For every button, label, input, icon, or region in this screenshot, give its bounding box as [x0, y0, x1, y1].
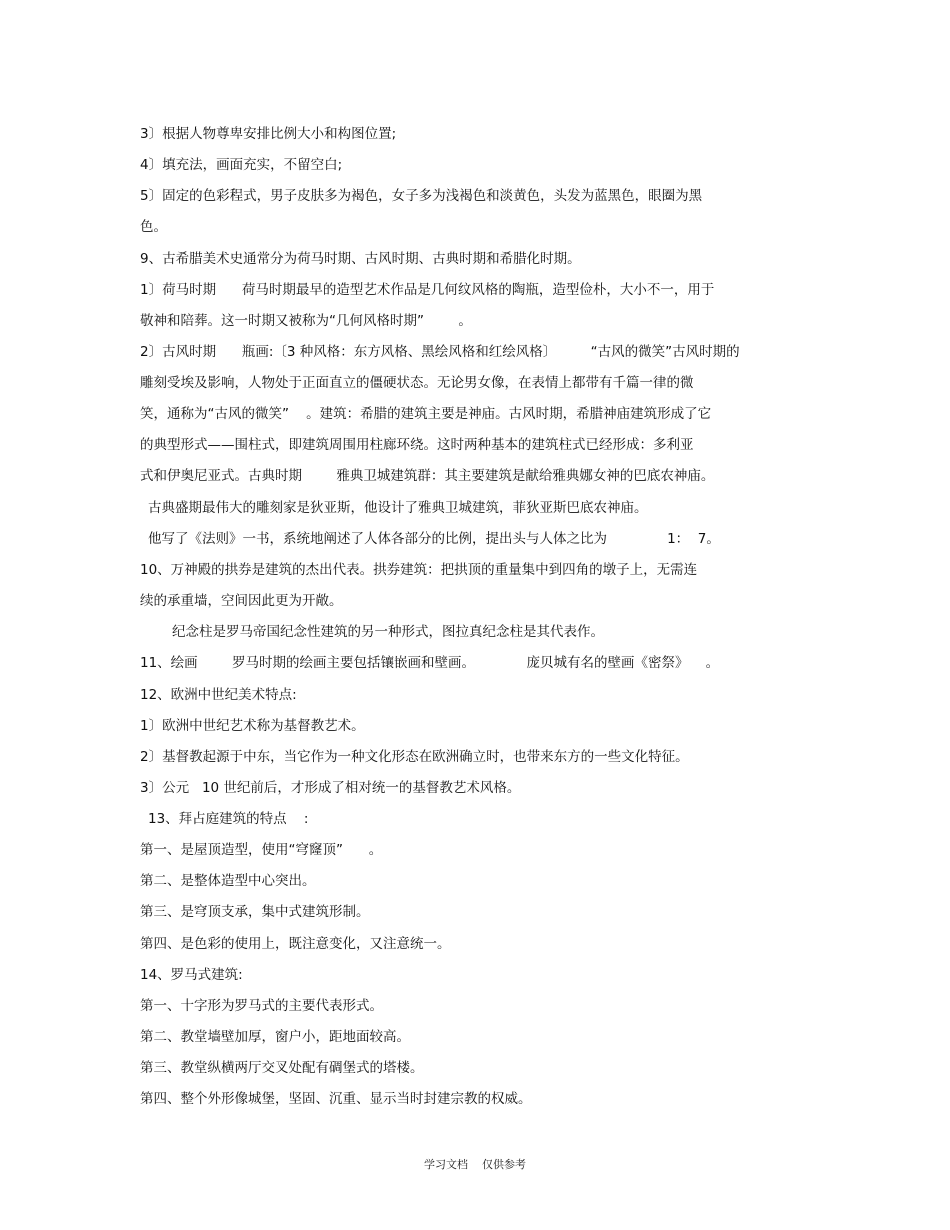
- text-line: 敬神和陪葬。这一时期又被称为“几何风格时期” 。: [140, 313, 472, 329]
- text-line: 第三、是穹顶支承，集中式建筑形制。: [140, 904, 370, 920]
- text-line: 10、万神殿的拱券是建筑的杰出代表。拱券建筑：把拱顶的重量集中到四角的墩子上，无需连: [140, 562, 698, 578]
- text-line: 3〕公元 10 世纪前后，才形成了相对统一的基督教艺术风格。: [140, 780, 521, 796]
- text-line: 2〕古风时期 瓶画:〔3 种风格：东方风格、黑绘风格和红绘风格〕 “古风的微笑”古风时期的: [140, 344, 740, 360]
- text-line: 古典盛期最伟大的雕刻家是狄亚斯，他设计了雅典卫城建筑，菲狄亚斯巴底农神庙。: [148, 500, 648, 516]
- text-line: 续的承重墙，空间因此更为开敞。: [140, 593, 343, 609]
- text-line: 5〕固定的色彩程式，男子皮肤多为褐色，女子多为浅褐色和淡黄色，头发为蓝黑色，眼圈为黑: [140, 188, 703, 204]
- text-line: 纪念柱是罗马帝国纪念性建筑的另一种形式，图拉真纪念柱是其代表作。: [172, 624, 604, 640]
- text-line: 第二、教堂墙壁加厚，窗户小，距地面较高。: [140, 1029, 410, 1045]
- text-line: 2〕基督教起源于中东，当它作为一种文化形态在欧洲确立时，也带来东方的一些文化特征。: [140, 749, 689, 765]
- text-line: 4〕填充法，画面充实，不留空白;: [140, 157, 343, 173]
- text-line: 第一、十字形为罗马式的主要代表形式。: [140, 998, 383, 1014]
- text-line: 色。: [140, 219, 167, 235]
- text-line: 式和伊奥尼亚式。古典时期 雅典卫城建筑群：其主要建筑是献给雅典娜女神的巴底农神庙。: [140, 468, 715, 484]
- text-line: 第四、整个外形像城堡，坚固、沉重、显示当时封建宗教的权威。: [140, 1091, 532, 1107]
- text-line: 第四、是色彩的使用上，既注意变化，又注意统一。: [140, 936, 451, 952]
- text-line: 1〕荷马时期 荷马时期最早的造型艺术作品是几何纹风格的陶瓶，造型俭朴，大小不一，用于: [140, 282, 715, 298]
- text-line: 第二、是整体造型中心突出。: [140, 873, 316, 889]
- text-line: 笑，通称为“古风的微笑” 。建筑：希腊的建筑主要是神庙。古风时期，希腊神庙建筑形成了它: [140, 406, 712, 422]
- text-line: 第三、教堂纵横两厅交叉处配有碉堡式的塔楼。: [140, 1060, 424, 1076]
- text-line: 他写了《法则》一书，系统地阐述了人体各部分的比例，提出头与人体之比为 1： 7。: [148, 531, 720, 547]
- text-line: 14、罗马式建筑:: [140, 967, 243, 983]
- text-line: 雕刻受埃及影响，人物处于正面直立的僵硬状态。无论男女像，在表情上都带有千篇一律的微: [140, 375, 694, 391]
- text-line: 9、古希腊美术史通常分为荷马时期、古风时期、古典时期和希腊化时期。: [140, 251, 581, 267]
- text-line: 13、拜占庭建筑的特点 :: [148, 811, 309, 827]
- text-line: 3〕根据人物尊卑安排比例大小和构图位置;: [140, 126, 397, 142]
- text-line: 11、绘画 罗马时期的绘画主要包括镶嵌画和壁画。 庞贝城有名的壁画《密祭》 。: [140, 655, 720, 671]
- text-line: 第一、是屋顶造型，使用“穹窿顶” 。: [140, 842, 383, 858]
- page-footer: 学习文档 仅供参考: [424, 1158, 526, 1171]
- text-line: 的典型形式——围柱式，即建筑周围用柱廊环绕。这时两种基本的建筑柱式已经形成：多利亚: [140, 437, 694, 453]
- text-line: 1〕欧洲中世纪艺术称为基督教艺术。: [140, 718, 365, 734]
- text-line: 12、欧洲中世纪美术特点:: [140, 687, 297, 703]
